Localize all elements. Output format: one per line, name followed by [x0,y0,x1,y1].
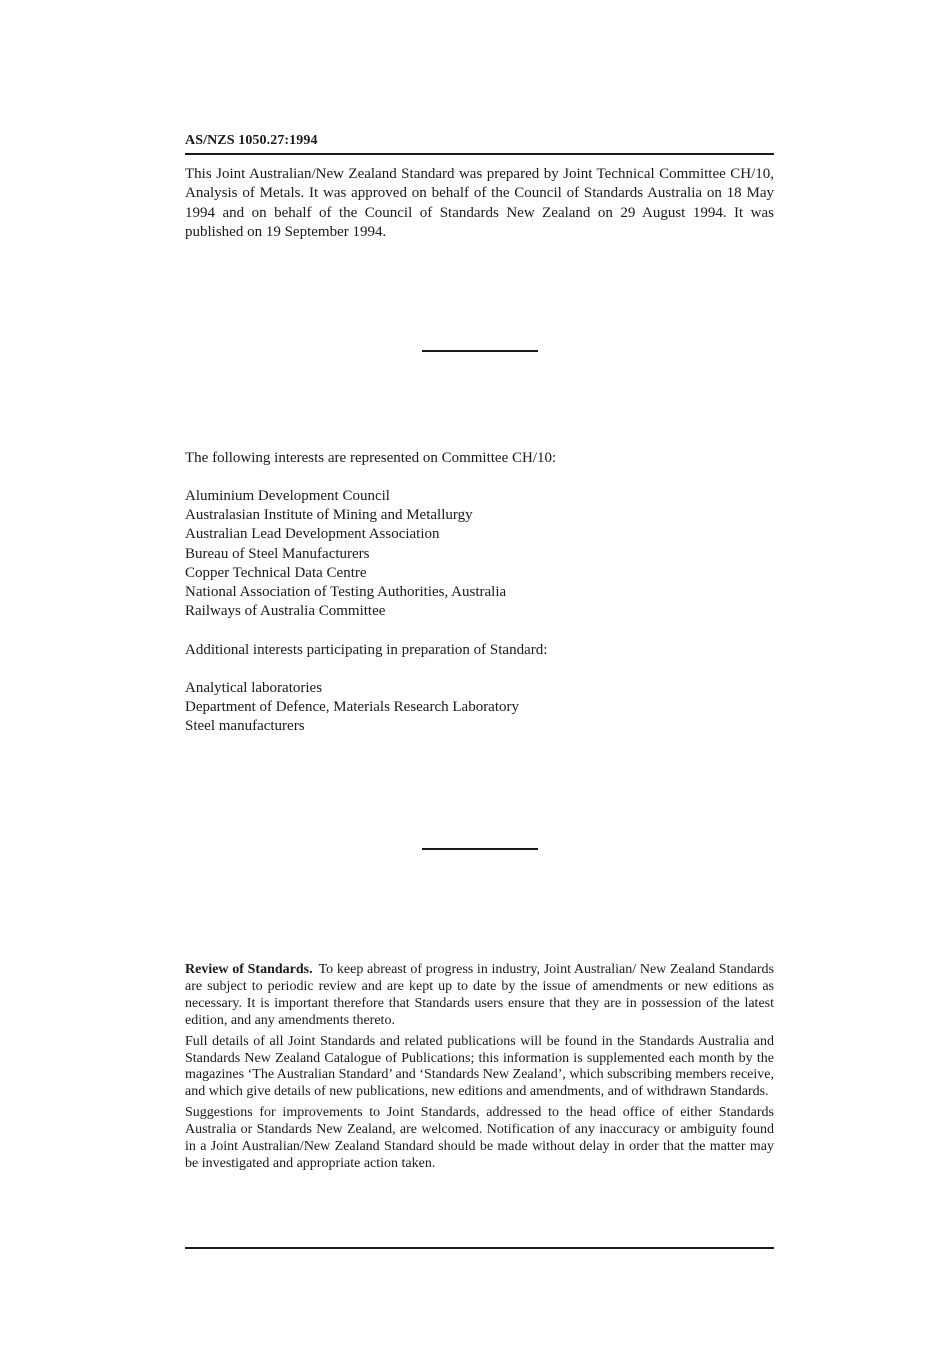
review-paragraph-3: Suggestions for improvements to Joint Standards, addressed to the head office of either Standards Australia or Standards New Zealand, are welcomed. Notification of any inaccuracy or ambiguity found in a Joint Australian/New Zealand Standard should be made without delay in order that the matter may be investigated and appropriate action taken. [185,1105,774,1171]
review-paragraph-1 [185,962,774,1030]
footer-rule [185,1247,774,1249]
section-divider-1 [422,350,538,352]
additional-interests-list [185,679,519,737]
list-item: National Association of Testing Authorities, Australia [185,584,507,601]
committee-interests-heading: The following interests are represented on Committee CH/10: [185,450,557,466]
header-rule [185,153,774,155]
list-item: Australasian Institute of Mining and Metallurgy [185,507,473,524]
list-item: Analytical laboratories [185,680,323,696]
review-paragraph-2: Full details of all Joint Standards and related publications will be found in the Standards Australia and Standards New Zealand Catalogue of Publications; this information is supplemented each month by the magazines ‘The Australian Standard’ and ‘Standards New Zealand’, which subscribing members receive, and which give details of new publications, new editions and amendments, and of withdrawn Standards. [185,1033,774,1100]
section-divider-2 [422,848,538,850]
list-item: Department of Defence, Materials Research Laboratory [185,699,520,716]
document-page [185,0,774,1345]
list-item: Bureau of Steel Manufacturers [185,545,370,562]
document-id: AS/NZS 1050.27:1994 [185,133,318,148]
list-item: Railways of Australia Committee [185,603,386,620]
list-item: Aluminium Development Council [185,488,390,504]
committee-interests-list [185,487,506,621]
review-text-1: To keep abreast of progress in industry, Joint Australian/ New Zealand Standards are subject to periodic review and are kept up to date by the issue of amendments or new editions as necessary. It is important therefore that Standards users ensure that they are in possession of the latest edition, and any amendments thereto. [185,962,774,1028]
list-item: Australian Lead Development Association [185,526,440,543]
additional-interests-heading: Additional interests participating in preparation of Standard: [185,642,548,658]
list-item: Copper Technical Data Centre [185,564,367,581]
list-item: Steel manufacturers [185,718,305,735]
review-of-standards [185,962,774,1177]
review-title: Review of Standards. [185,962,313,977]
preparation-paragraph: This Joint Australian/New Zealand Standard was prepared by Joint Technical Committee CH/10, Analysis of Metals. It was approved on behalf of the Council of Standards Australia on 18 May 1994 and on behalf of the Council of Standards New Zealand on 29 August 1994. It was published on 19 September 1994. [185,166,774,240]
